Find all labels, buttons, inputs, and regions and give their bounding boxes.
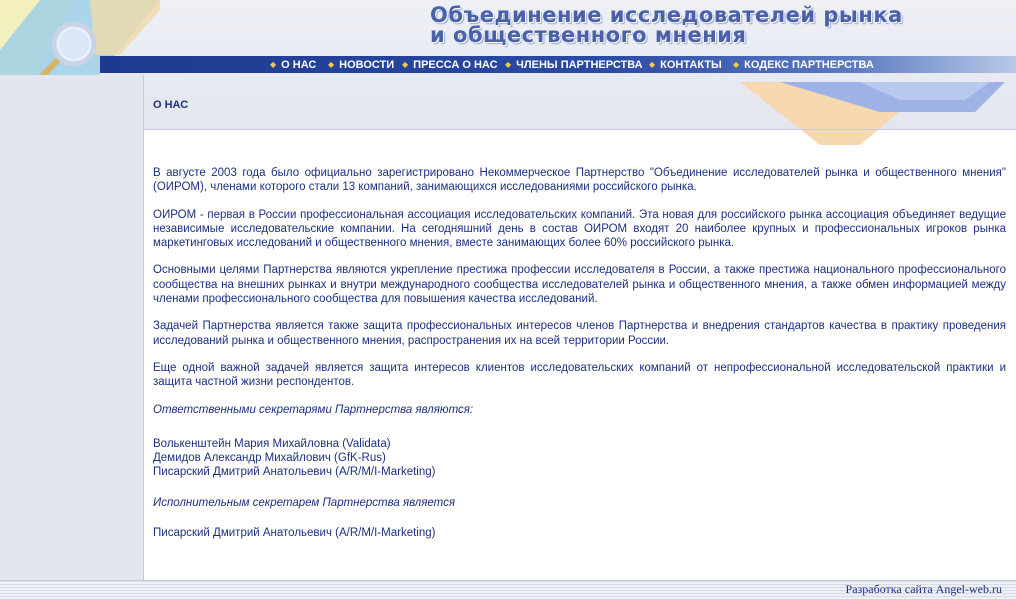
secretary-name: Писарский Дмитрий Анатольевич (A/R/M/I-Marketing)	[153, 466, 436, 479]
left-sidebar	[0, 75, 144, 580]
paragraph: Еще одной важной задачей является защита интересов клиентов исследовательских компаний от непрофессиональной исследовательской практики и защита частной жизни респондентов.	[153, 361, 1006, 389]
main-nav	[100, 56, 1016, 73]
paragraph: В августе 2003 года было официально зарегистрировано Некоммерческое Партнерство "Объединение исследователей рынка и общественного мнения" (ОИРОМ), членами которого стали 13 компаний, занимающихся исследованиями российского рынка.	[153, 167, 1006, 194]
nav-item-news[interactable]: ◆ НОВОСТИ	[328, 59, 395, 71]
nav-bullet-icon: ◆	[505, 60, 512, 69]
nav-bullet-icon: ◆	[402, 60, 409, 69]
nav-bullet-icon: ◆	[733, 60, 740, 69]
nav-bullet-icon: ◆	[270, 60, 277, 69]
developer-credit-link[interactable]: Разработка сайта Angel-web.ru	[845, 582, 1002, 596]
nav-bullet-icon: ◆	[649, 60, 656, 69]
exec-secretary-name: Писарский Дмитрий Анатольевич (A/R/M/I-Marketing)	[153, 527, 436, 540]
paragraph: ОИРОМ - первая в России профессиональная ассоциация исследовательских компаний. Эта новая для российского рынка ассоциация объединяет ведущие независимые исследовательские компании. На сегодняшний день в состав ОИРОМ входят 20 наиболее крупных и профессиональных игроков рынка маркетинговых исследований и общественного мнения, вместе занимающих более 60% российского рынка.	[153, 208, 1006, 250]
paragraph: Основными целями Партнерства являются укрепление престижа профессии исследователя в России, а также престижа национального профессионального сообщества на внешних рынках и внутри международного сообщества исследователей рынка и общественного мнения, а также обмен информацией между членами профессионального сообщества для повышения качества исследований.	[153, 264, 1006, 306]
nav-item-about[interactable]: ◆ О НАС	[270, 59, 317, 71]
title-row	[143, 82, 1016, 130]
nav-item-contacts[interactable]: ◆ КОНТАКТЫ	[649, 59, 722, 71]
paragraph: Задачей Партнерства является также защита профессиональных интересов членов Партнерства и внедрения стандартов качества в практику проведения исследований рынка и общественного мнения, распространения их на всей территории России.	[153, 320, 1006, 347]
exec-secretary-heading: Исполнительным секретарем Партнерства является	[153, 496, 455, 509]
secretary-name: Волькенштейн Мария Михайловна (Validata)	[153, 437, 391, 450]
nav-item-members[interactable]: ◆ ЧЛЕНЫ ПАРТНЕРСТВА	[505, 59, 643, 71]
nav-item-press[interactable]: ◆ ПРЕССА О НАС	[402, 59, 498, 71]
page-title: О НАС	[153, 99, 189, 111]
main-content	[153, 166, 1006, 540]
secretary-name: Демидов Александр Михайлович (GfK-Rus)	[153, 452, 386, 465]
nav-item-code[interactable]: ◆ КОДЕКС ПАРТНЕРСТВА	[733, 59, 874, 71]
logo-line-2: и общественного мнения	[430, 23, 747, 47]
site-logo-text[interactable]	[430, 5, 990, 45]
nav-bullet-icon: ◆	[328, 60, 335, 69]
secretaries-heading: Ответственными секретарями Партнерства являются:	[153, 403, 474, 416]
logo-line-1: Объединение исследователей рынка	[430, 3, 903, 27]
